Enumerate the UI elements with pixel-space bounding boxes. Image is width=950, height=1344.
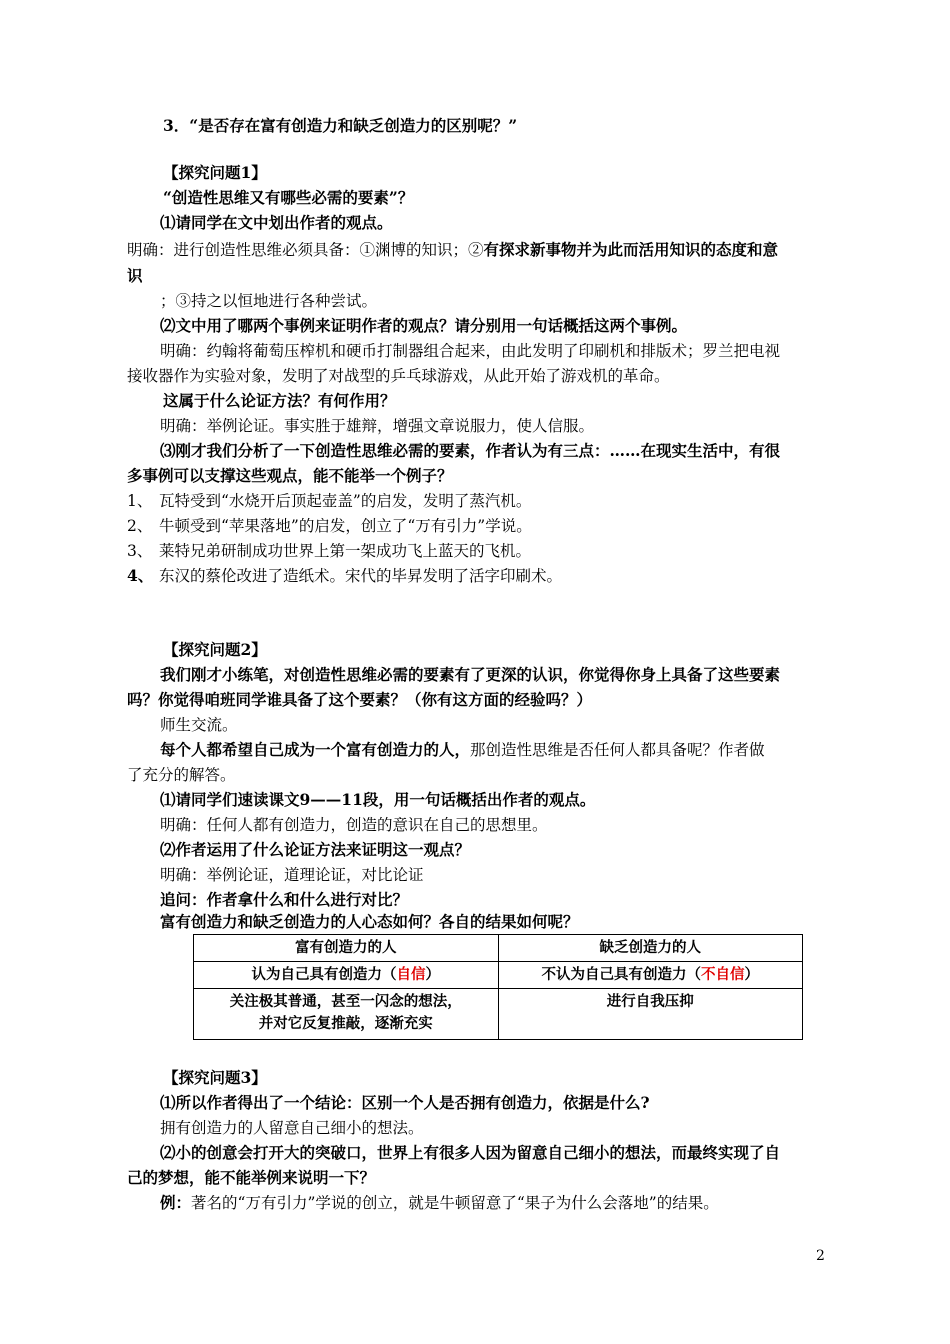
list-item	[127, 516, 532, 536]
cell-highlight: 不自信	[701, 966, 745, 983]
table-header-creative: 富有创造力的人	[194, 935, 499, 962]
table-row	[194, 962, 803, 989]
s1-heading: 【探究问题1】	[163, 163, 267, 182]
s3-a1: 拥有创造力的人留意自己细小的想法。	[160, 1119, 424, 1137]
s2-intro-line1: 我们刚才小练笔，对创造性思维必需的要素有了更深的认识，你觉得你身上具备了这些要素	[160, 665, 781, 684]
table-cell: 进行自我压抑	[498, 989, 803, 1040]
s2-followup: 追问：作者拿什么和什么进行对比？	[160, 890, 409, 909]
s3-heading: 【探究问题3】	[163, 1068, 267, 1087]
s1-p2-answer-line2: 接收器作为实验对象，发明了对战型的乒乓球游戏，从此开始了游戏机的革命。	[127, 367, 670, 385]
list-item-number: 3、	[127, 542, 153, 560]
list-item	[127, 566, 562, 586]
table-cell	[498, 962, 803, 989]
cell-highlight: 自信	[396, 966, 426, 983]
cell-line: 关注极其普通，甚至一闪念的想法，	[229, 993, 462, 1010]
table-cell	[194, 989, 499, 1040]
s1-p1-answer-end: ；③持之以恒地进行各种尝试。	[160, 292, 378, 310]
cell-line: 并对它反复推敲，逐渐充实	[258, 1015, 433, 1032]
s2-heading: 【探究问题2】	[163, 640, 267, 659]
table-row	[194, 935, 803, 962]
s1-p1-answer	[127, 240, 778, 260]
s3-q1: ⑴所以作者得出了一个结论：区别一个人是否拥有创造力，依据是什么?	[160, 1093, 650, 1112]
list-item-text: 牛顿受到“苹果落地”的启发，创立了“万有引力”学说。	[159, 517, 532, 535]
s2-a2: 明确：举例论证，道理论证，对比论证	[160, 866, 424, 884]
s2-intro-line2: 吗？你觉得咱班同学谁具备了这个要素？（你有这方面的经验吗？）	[127, 690, 593, 709]
list-item-text: 东汉的蔡伦改进了造纸术。宋代的毕昇发明了活字印刷术。	[159, 567, 563, 585]
table-cell	[194, 962, 499, 989]
list-item-number: 4、	[127, 566, 154, 585]
s3-q2-line1: ⑵小的创意会打开大的突破口，世界上有很多人因为留意自己细小的想法，而最终实现了自	[160, 1143, 781, 1162]
list-item-number: 1、	[127, 492, 153, 510]
s2-q2: ⑵作者运用了什么论证方法来证明这一观点？	[160, 840, 471, 859]
s2-exchange: 师生交流。	[160, 716, 238, 734]
s3-q2-line2: 己的梦想，能不能举例来说明一下？	[127, 1168, 376, 1187]
s2-paragraph-bold: 每个人都希望自己成为一个富有创造力的人，	[160, 740, 471, 759]
s2-a1: 明确：任何人都有创造力，创造的意识在自己的思想里。	[160, 816, 548, 834]
s3-example-label: 例：	[160, 1193, 192, 1212]
s3-example-text: 著名的“万有引力”学说的创立，就是牛顿留意了“果子为什么会落地”的结果。	[191, 1194, 719, 1212]
list-item-text: 莱特兄弟研制成功世界上第一架成功飞上蓝天的飞机。	[159, 542, 532, 560]
cell-text: 认为自己具有创造力（	[251, 966, 397, 983]
table-row	[194, 989, 803, 1040]
s2-table-intro: 富有创造力和缺乏创造力的人心态如何？各自的结果如何呢？	[160, 912, 579, 931]
s1-p2b-question: 这属于什么论证方法？有何作用？	[163, 391, 396, 410]
s1-p2-question: ⑵文中用了哪两个事例来证明作者的观点？请分别用一句话概括这两个事例。	[160, 316, 688, 335]
s2-paragraph-line2: 了充分的解答。	[127, 766, 236, 784]
s2-paragraph	[160, 740, 765, 760]
s1-p3-question-line1: ⑶刚才我们分析了一下创造性思维必需的要素，作者认为有三点：……在现实生活中，有很	[160, 441, 781, 460]
table-header-lacking: 缺乏创造力的人	[498, 935, 803, 962]
cell-text-end: ）	[744, 966, 759, 983]
list-item-number: 2、	[127, 517, 153, 535]
page-number: 2	[816, 1248, 825, 1264]
s1-p1-answer-bold: 有探求新事物并为此而活用知识的态度和意	[483, 240, 779, 259]
comparison-table	[193, 934, 803, 1040]
s1-p3-question-line2: 多事例可以支撑这些观点，能不能举一个例子？	[127, 466, 453, 485]
s1-p1-question: ⑴请同学在文中划出作者的观点。	[160, 213, 393, 232]
s1-question: “创造性思维又有哪些必需的要素”？	[163, 188, 414, 207]
s1-p2-answer-line1: 明确：约翰将葡萄压榨机和硬币打制器组合起来，由此发明了印刷机和排版术；罗兰把电视	[160, 342, 781, 360]
list-item	[127, 541, 531, 561]
list-item	[127, 491, 531, 511]
list-item-text: 瓦特受到“水烧开后顶起壶盖”的启发，发明了蒸汽机。	[159, 492, 532, 510]
cell-text-end: ）	[425, 966, 440, 983]
cell-text: 不认为自己具有创造力（	[541, 966, 701, 983]
s2-q1: ⑴请同学们速读课文9——11段，用一句话概括出作者的观点。	[160, 790, 596, 809]
s2-paragraph-rest: 那创造性思维是否任何人都具备呢？作者做	[470, 741, 765, 759]
q3-heading: 3．“是否存在富有创造力和缺乏创造力的区别呢？”	[163, 116, 518, 135]
s1-p1-answer-bold2: 识	[127, 266, 143, 285]
s3-example	[160, 1193, 719, 1213]
s1-p2b-answer: 明确：举例论证。事实胜于雄辩，增强文章说服力，使人信服。	[160, 417, 595, 435]
s1-p1-answer-prefix: 明确：进行创造性思维必须具备：①渊博的知识；②	[127, 241, 484, 259]
